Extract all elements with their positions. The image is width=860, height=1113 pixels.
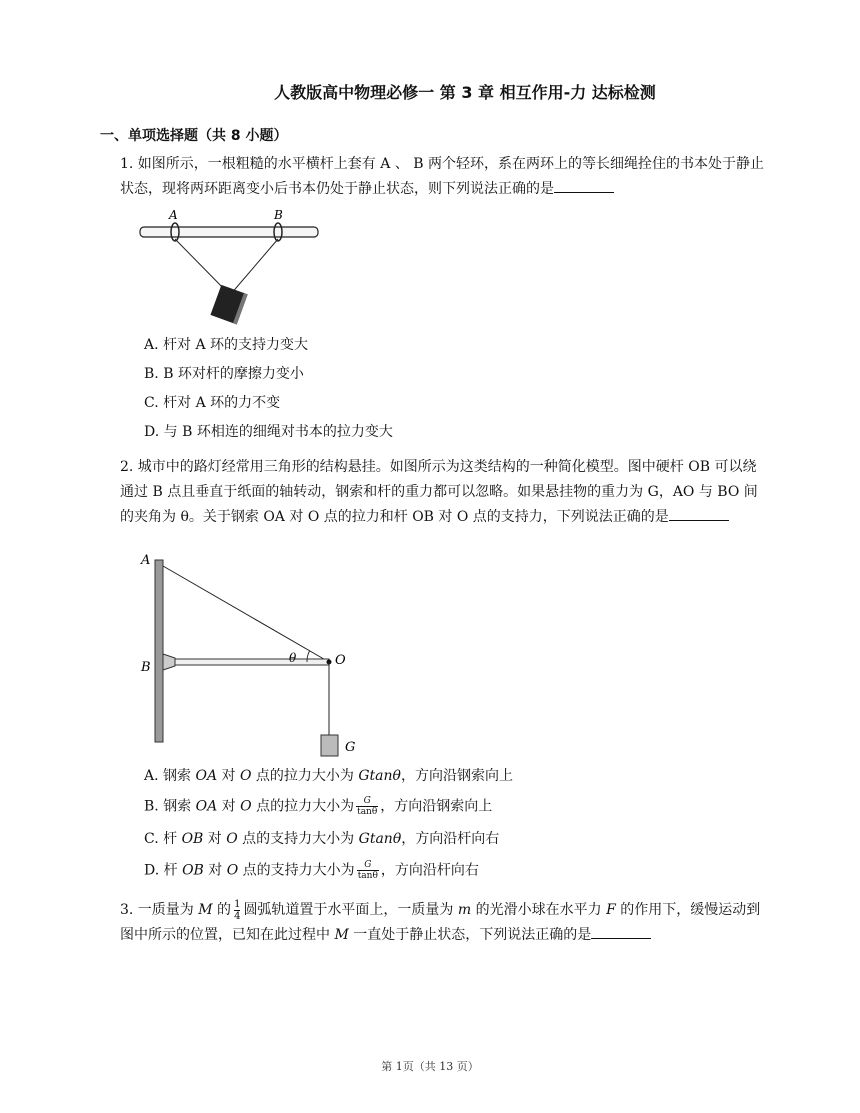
question-2-figure bbox=[135, 550, 365, 762]
question-2-text: 2. 城市中的路灯经常用三角形的结构悬挂。如图所示为这类结构的一种简化模型。图中硬杆 OB 可以绕通过 B 点且垂直于纸面的轴转动，钢索和杆的重力都可以忽略。如果悬挂物的重力为 G，AO 与 BO 间的夹角为 θ。关于钢索 OA 对 O 点的拉力和杆 OB 对 O 点的支持力，下列说法正确的是 bbox=[120, 459, 758, 525]
label-O: O bbox=[335, 653, 346, 668]
page-footer: 第 1页（共 13 页） bbox=[381, 1060, 479, 1073]
q1-option-b[interactable]: B. B 环对杆的摩擦力变小 bbox=[144, 366, 304, 382]
question-1-figure bbox=[135, 205, 325, 330]
label-A: A bbox=[169, 208, 178, 222]
q2-option-b[interactable]: B. 钢索 OA 对 O 点的拉力大小为 $\frac{G}{\tan\theta}$ ，方向沿钢索向上 bbox=[144, 796, 493, 817]
q1-option-d[interactable]: D. 与 B 环相连的细绳对书本的拉力变大 bbox=[144, 424, 393, 440]
q1-option-a[interactable]: A. 杆对 A 环的支持力变大 bbox=[144, 337, 309, 353]
label-theta: θ bbox=[289, 651, 297, 665]
answer-blank bbox=[669, 506, 729, 521]
answer-blank bbox=[591, 924, 651, 939]
q2-option-c[interactable]: C. 杆 OB 对 O 点的支持力大小为 Gtanθ，方向沿杆向右 bbox=[144, 831, 500, 847]
q2-option-a[interactable]: A. 钢索 OA 对 O 点的拉力大小为 Gtanθ，方向沿钢索向上 bbox=[144, 768, 513, 784]
label-A: A bbox=[141, 553, 151, 568]
answer-blank bbox=[554, 178, 614, 193]
question-1-text: 1. 如图所示，一根粗糙的水平横杆上套有 A 、 B 两个轻环，系在两环上的等长细绳拴住的书本处于静止状态，现将两环距离变小后书本仍处于静止状态，则下列说法正确的是 bbox=[120, 156, 765, 197]
q2-option-d[interactable]: D. 杆 OB 对 O 点的支持力大小为 $\frac{G}{\tan\theta}$ ，方向沿杆向右 bbox=[144, 860, 479, 881]
question-3-text: 3. 一质量为 M 的 $\frac{1}{4}$ 圆弧轨道置于水平面上，一质量为 m 的光滑小球在水平力 F 的作用下，缓慢运动到图中所示的位置，已知在此过程中 M 一直处于静止状态，下列说法正确的是 bbox=[120, 898, 761, 943]
fraction-one-quarter: $\frac{1}{4}$ bbox=[234, 898, 241, 922]
fraction: $\frac{G}{\tan\theta}$ bbox=[357, 860, 378, 881]
page-title: 人教版高中物理必修一 第 3 章 相互作用-力 达标检测 bbox=[274, 83, 656, 102]
label-B: B bbox=[141, 660, 151, 675]
q1-option-c[interactable]: C. 杆对 A 环的力不变 bbox=[144, 395, 281, 411]
fraction: $\frac{G}{\tan\theta}$ bbox=[357, 796, 378, 817]
label-B: B bbox=[274, 208, 283, 222]
section-heading: 一、单项选择题（共 8 小题） bbox=[100, 128, 288, 144]
label-G: G bbox=[345, 740, 356, 755]
